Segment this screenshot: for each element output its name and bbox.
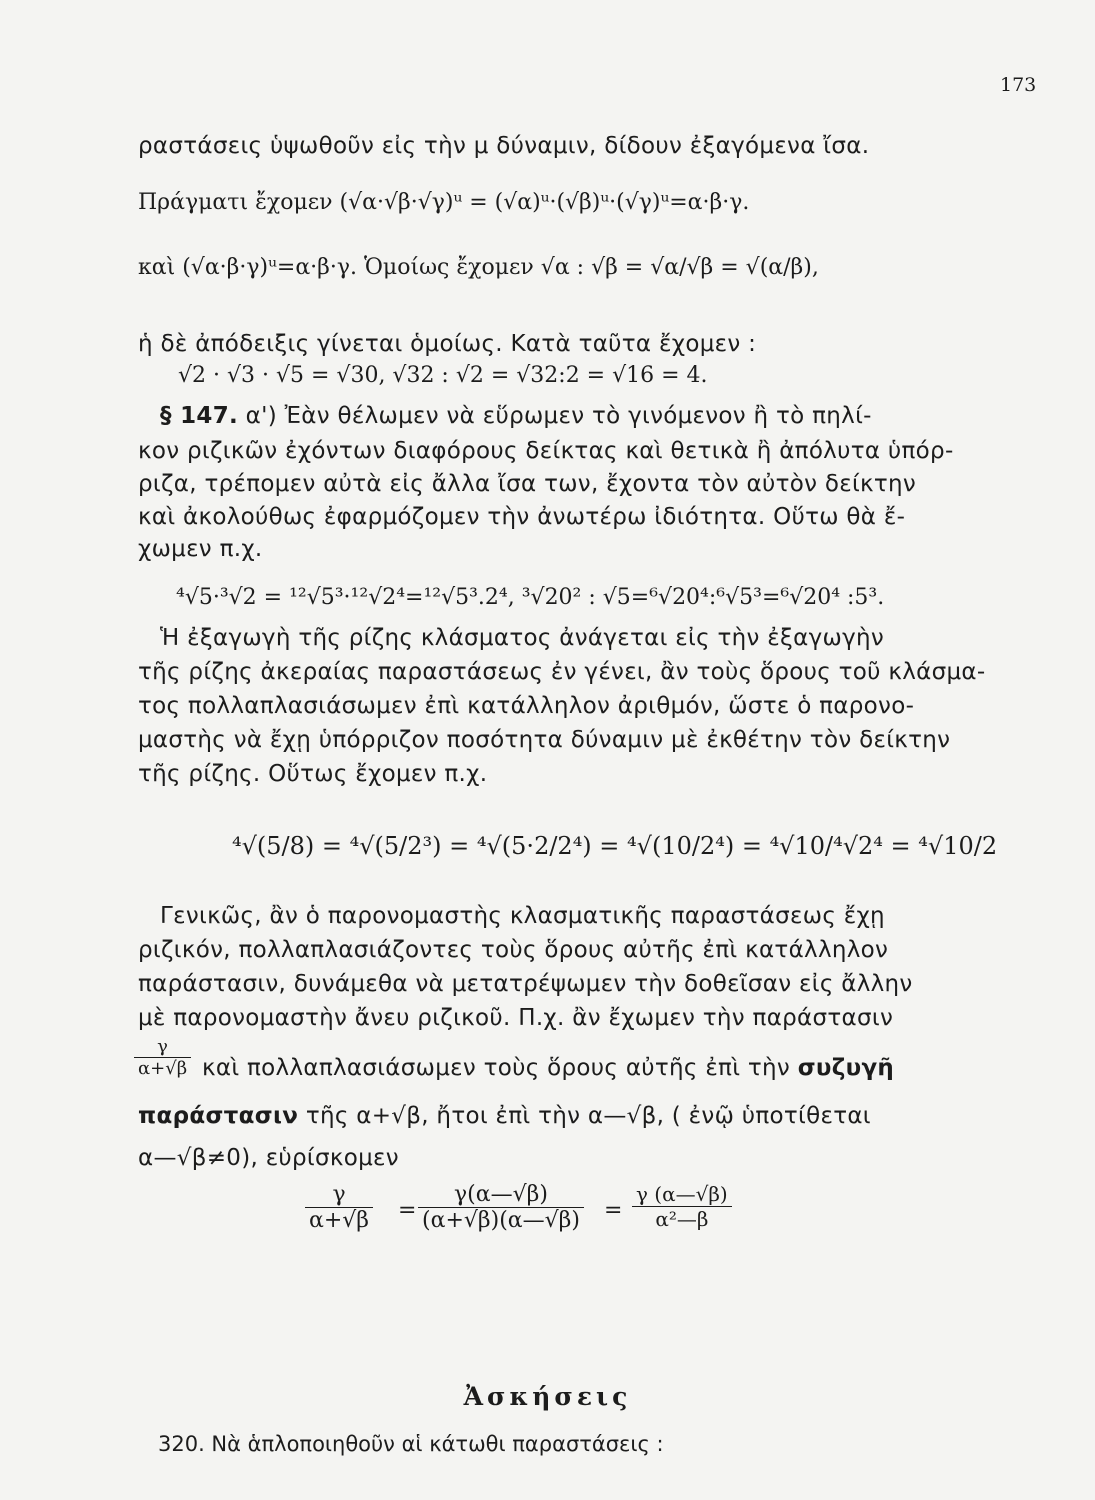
math-line: ⁴√(5/8) = ⁴√(5/2³) = ⁴√(5·2/2⁴) = ⁴√(10/2⁴) = ⁴√10/⁴√2⁴ = ⁴√10/2 [232,832,998,860]
fraction [632,1182,732,1231]
text-span-bold: παράστασιν [138,1103,299,1129]
section-paragraph-start [160,400,954,432]
text-line [138,1100,954,1132]
text-span: τῆς α+√β, ἤτοι ἐπὶ τὴν α—√β, ( ἐνῷ ὑποτίθεται [298,1103,871,1129]
equals-sign: = [398,1198,417,1223]
fraction-denominator: α+√β [309,1208,370,1233]
math-line: ⁴√5·³√2 = ¹²√5³·¹²√2⁴=¹²√5³.2⁴, ³√20² : √5=⁶√20⁴:⁶√5³=⁶√20⁴ :5³. [176,585,885,610]
fraction-denominator: α²—β [655,1207,709,1231]
text-line: μαστὴς νὰ ἔχῃ ὑπόρριζον ποσότητα δύναμιν μὲ ἐκθέτην τὸν δείκτην [138,727,951,753]
text-line: ἡ δὲ ἀπόδειξις γίνεται ὁμοίως. Κατὰ ταῦτα ἔχομεν : [138,331,757,357]
text-line: καὶ ἀκολούθως ἐφαρμόζομεν τὴν ἀνωτέρω ἰδιότητα. Οὕτω θὰ ἔ- [138,504,906,530]
exercise-item: 320. Νὰ ἁπλοποιηθοῦν αἱ κάτωθι παραστάσεις : [158,1432,664,1456]
text-line: Ἡ ἐξαγωγὴ τῆς ρίζης κλάσματος ἀνάγεται εἰς τὴν ἐξαγωγὴν [160,625,885,651]
text-span: α') Ἐὰν θέλωμεν νὰ εὕρωμεν τὸ γινόμενον ἢ τὸ πηλί- [238,403,872,429]
text-line: Γενικῶς, ἂν ὁ παρονομαστὴς κλασματικῆς παραστάσεως ἔχῃ [160,903,885,929]
text-line: τος πολλαπλασιάσωμεν ἐπὶ κατάλληλον ἀριθμόν, ὥστε ὁ παρονο- [138,693,915,719]
math-line: √2 · √3 · √5 = √30, √32 : √2 = √32:2 = √16 = 4. [178,363,708,388]
exercises-heading: Ἀσκήσεις [463,1382,632,1411]
text-span: καὶ πολλαπλασιάσωμεν τοὺς ὅρους αὐτῆς ἐπὶ τὴν [202,1055,798,1081]
fraction-denominator: α+√β [138,1058,188,1079]
inline-fraction [134,1036,191,1079]
fraction-denominator: (α+√β)(α—√β) [422,1208,580,1233]
fraction-numerator: γ [305,1182,373,1208]
text-line: τῆς ρίζης. Οὕτως ἔχομεν π.χ. [138,761,488,787]
text-line: ριζα, τρέπομεν αὐτὰ εἰς ἄλλα ἴσα των, ἔχοντα τὸν αὐτὸν δείκτην [138,471,917,497]
text-line: α—√β≠0), εὑρίσκομεν [138,1145,399,1171]
text-line: μὲ παρονομαστὴν ἄνευ ριζικοῦ. Π.χ. ἂν ἔχωμεν τὴν παράστασιν [138,1005,894,1031]
fraction [418,1182,584,1233]
text-line: τῆς ρίζης ἀκεραίας παραστάσεως ἐν γένει, ἂν τοὺς ὅρους τοῦ κλάσμα- [138,659,986,685]
math-line: καὶ (√α·β·γ)ᵘ=α·β·γ. Ὁμοίως ἔχομεν √α : √β = √α/√β = √(α/β), [138,255,819,280]
text-line: ριζικόν, πολλαπλασιάζοντες τοὺς ὅρους αὐτῆς ἐπὶ κατάλληλον [138,937,889,963]
math-line: Πράγματι ἔχομεν (√α·√β·√γ)ᵘ = (√α)ᵘ·(√β)ᵘ·(√γ)ᵘ=α·β·γ. [138,190,750,215]
section-number: § 147. [160,403,239,429]
text-line [202,1052,954,1084]
fraction-numerator: γ(α—√β) [418,1182,584,1208]
text-line: κον ριζικῶν ἐχόντων διαφόρους δείκτας καὶ θετικὰ ἢ ἀπόλυτα ὑπόρ- [138,438,954,464]
text-span-bold: συζυγῆ [797,1055,895,1081]
fraction-numerator: γ (α—√β) [632,1182,732,1207]
text-line: χωμεν π.χ. [138,536,263,562]
fraction [305,1182,373,1233]
text-line: ραστάσεις ὑψωθοῦν εἰς τὴν μ δύναμιν, δίδουν ἐξαγόμενα ἴσα. [138,133,870,159]
fraction-numerator: γ [134,1036,191,1058]
page-number: 173 [1000,74,1037,96]
equals-sign: = [604,1198,623,1223]
text-line: παράστασιν, δυνάμεθα νὰ μετατρέψωμεν τὴν δοθεῖσαν εἰς ἄλλην [138,971,913,997]
